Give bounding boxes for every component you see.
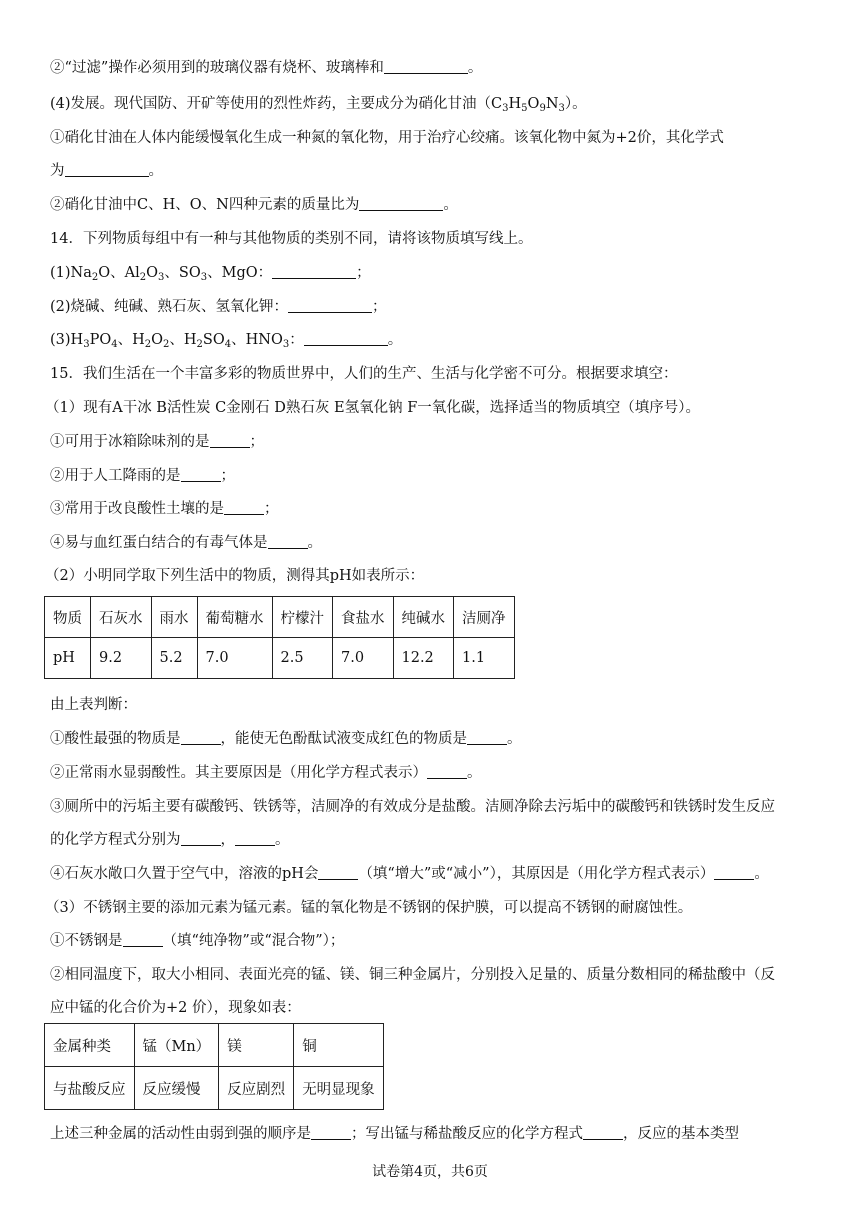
text: 。 (275, 832, 290, 848)
text: 为 (50, 163, 65, 179)
q15-judge-intro (50, 695, 137, 715)
subscript: 3 (200, 272, 208, 283)
subscript: 5 (521, 103, 528, 114)
text: ③常用于改良酸性土壤的是 (50, 501, 224, 517)
text: PO (89, 332, 112, 348)
table-cell: 雨水 (151, 597, 197, 638)
text: 。 (467, 765, 482, 781)
table-cell: 2.5 (272, 638, 333, 679)
text: 由上表判断： (50, 697, 137, 713)
table-cell: 反应剧烈 (219, 1067, 294, 1110)
text: （3）不锈钢主要的添加元素为锰元素。锰的氧化物是不锈钢的保护膜，可以提高不锈钢的耐腐蚀性。 (45, 900, 693, 916)
text: 15．我们生活在一个丰富多彩的物质世界中，人们的生产、生活与化学密不可分。根据要求填空： (50, 366, 678, 382)
subscript: 9 (539, 103, 546, 114)
answer-blank[interactable] (272, 264, 356, 279)
answer-blank[interactable] (304, 331, 388, 346)
text: 。 (467, 60, 483, 76)
answer-blank[interactable] (181, 467, 221, 482)
text: 、HNO (231, 332, 283, 348)
page-footer: 试卷第4页，共6页 (372, 1164, 488, 1180)
text: O、Al (98, 265, 140, 281)
answer-blank[interactable] (288, 298, 372, 313)
q15-part2-item3-cont (50, 830, 290, 850)
table-cell: 镁 (219, 1024, 294, 1067)
answer-blank[interactable] (268, 534, 308, 549)
text: ；写出锰与稀盐酸反应的化学方程式 (351, 1126, 583, 1142)
text: ②“过滤”操作必须用到的玻璃仪器有烧杯、玻璃棒和 (50, 60, 384, 76)
q14-item3 (50, 330, 402, 350)
q15-part2-item2 (50, 763, 482, 783)
table-cell: 5.2 (151, 638, 197, 679)
q15-part1-item2 (50, 466, 235, 486)
text: ①可用于冰箱除味剂的是 (50, 434, 210, 450)
text: ； (356, 265, 371, 281)
text: (4)发展。现代国防、开矿等使用的烈性炸药，主要成分为硝化甘油（C (50, 96, 503, 112)
answer-blank[interactable] (714, 865, 754, 880)
text: ，能使无色酚酞试液变成红色的物质是 (220, 731, 467, 747)
text: H (508, 96, 522, 112)
text: （填“增大”或“减小”），其原因是（用化学方程式表示） (358, 866, 715, 882)
q15-part2-intro (45, 566, 424, 586)
table-cell: 铜 (294, 1024, 384, 1067)
q15-part3-intro (45, 898, 692, 918)
answer-blank[interactable] (181, 831, 221, 846)
answer-blank[interactable] (224, 500, 264, 515)
table-cell: 物质 (45, 597, 91, 638)
text: （1）现有A干冰 B活性炭 C金刚石 D熟石灰 E氢氧化钠 F一氧化碳，选择适当的物质填空（填序号）。 (45, 400, 701, 416)
text: ③厕所中的污垢主要有碳酸钙、铁锈等，洁厕净的有效成分是盐酸。洁厕净除去污垢中的碳酸钙和铁锈时发生反应 (50, 799, 775, 815)
text: ）。 (564, 96, 587, 112)
text: (3)H (50, 332, 84, 348)
text: ②用于人工降雨的是 (50, 468, 181, 484)
text: ②相同温度下，取大小相同、表面光亮的锰、镁、铜三种金属片，分别投入足量的、质量分数相同的稀盐酸中（反 (50, 967, 775, 983)
answer-blank[interactable] (467, 730, 507, 745)
q15-part3-item2-cont (50, 998, 301, 1018)
text: ①不锈钢是 (50, 933, 123, 949)
text: O (146, 265, 159, 281)
subscript: 2 (139, 272, 147, 283)
text: ④石灰水敞口久置于空气中，溶液的pH会 (50, 866, 319, 882)
q15-part1-intro (45, 398, 700, 418)
text: ； (372, 299, 387, 315)
text: (1)Na (50, 265, 92, 281)
text: (2)烧碱、纯碱、熟石灰、氢氧化钾： (50, 299, 289, 315)
q14-item1 (50, 263, 371, 283)
text: 。 (307, 535, 322, 551)
subscript: 3 (282, 339, 290, 350)
answer-blank[interactable] (65, 162, 149, 177)
answer-blank[interactable] (181, 730, 221, 745)
q13-filter-line (50, 58, 482, 78)
q15-part1-item4 (50, 533, 322, 553)
text: O (527, 96, 540, 112)
table-cell: 7.0 (333, 638, 394, 679)
text: 。 (443, 197, 458, 213)
q15-part2-item3 (50, 797, 775, 817)
table-cell: pH (45, 638, 91, 679)
subscript: 2 (144, 339, 152, 350)
text: 。 (387, 332, 403, 348)
text: N (545, 96, 559, 112)
table-cell: 9.2 (91, 638, 152, 679)
text: O (151, 332, 164, 348)
text: 应中锰的化合价为+2 价），现象如表： (50, 1000, 301, 1016)
text: ①硝化甘油在人体内能缓慢氧化生成一种氮的氧化物，用于治疗心绞痛。该氧化物中氮为+2价，其化学式 (50, 130, 724, 146)
answer-blank[interactable] (318, 865, 358, 880)
text: 、H (169, 332, 197, 348)
table-row (45, 597, 515, 638)
subscript: 3 (158, 272, 165, 283)
subscript: 3 (558, 103, 565, 114)
q13-formula-line (50, 161, 163, 181)
text: ， (220, 832, 235, 848)
q14-item2 (50, 297, 387, 317)
q14-title (50, 229, 532, 249)
text: 14．下列物质每组中有一种与其他物质的类别不同，请将该物质填写线上。 (50, 231, 533, 247)
answer-blank[interactable] (384, 59, 468, 74)
text: ②硝化甘油中C、H、O、N四种元素的质量比为 (50, 197, 360, 213)
text: 、MgO： (207, 265, 273, 281)
subscript: 2 (91, 272, 99, 283)
subscript: 2 (196, 339, 203, 350)
q13-mass-ratio-line (50, 195, 458, 215)
subscript: 3 (502, 103, 509, 114)
text: ； (220, 468, 235, 484)
table-cell: 洁厕净 (454, 597, 515, 638)
table-row (45, 1067, 384, 1110)
answer-blank[interactable] (359, 196, 443, 211)
table-cell: 锰（Mn） (134, 1024, 219, 1067)
subscript: 3 (83, 339, 90, 350)
q15-part3-item1 (50, 931, 344, 951)
table-cell: 食盐水 (333, 597, 394, 638)
table-cell: 与盐酸反应 (45, 1067, 135, 1110)
q15-part3-item2 (50, 965, 775, 985)
metal-reaction-table (44, 1023, 384, 1110)
table-cell: 纯碱水 (393, 597, 454, 638)
answer-blank[interactable] (427, 764, 467, 779)
text: ： (289, 332, 304, 348)
text: 。 (148, 163, 163, 179)
text: （填“纯净物”或“混合物”）； (162, 933, 345, 949)
table-cell: 柠檬汁 (272, 597, 333, 638)
q15-part2-item1 (50, 729, 522, 749)
subscript: 4 (224, 339, 232, 350)
q15-part3-item3 (50, 1124, 739, 1144)
q15-title (50, 364, 677, 384)
answer-blank[interactable] (235, 831, 275, 846)
table-cell: 反应缓慢 (134, 1067, 219, 1110)
q15-part1-item1 (50, 432, 264, 452)
text: 上述三种金属的活动性由弱到强的顺序是 (50, 1126, 311, 1142)
ph-table (44, 596, 515, 679)
table-row (45, 638, 515, 679)
q13-part4-line (50, 94, 587, 114)
q15-part2-item4 (50, 864, 769, 884)
answer-blank[interactable] (123, 932, 163, 947)
text: 、H (117, 332, 145, 348)
table-cell: 葡萄糖水 (197, 597, 272, 638)
text: ①酸性最强的物质是 (50, 731, 181, 747)
answer-blank[interactable] (311, 1125, 351, 1140)
table-cell: 12.2 (393, 638, 454, 679)
text: 。 (507, 731, 522, 747)
text: （2）小明同学取下列生活中的物质，测得其pH如表所示： (45, 568, 425, 584)
table-cell: 石灰水 (91, 597, 152, 638)
text: 的化学方程式分别为 (50, 832, 181, 848)
text: 。 (754, 866, 769, 882)
answer-blank[interactable] (210, 433, 250, 448)
text: ④易与血红蛋白结合的有毒气体是 (50, 535, 268, 551)
subscript: 2 (163, 339, 170, 350)
text: 、SO (164, 265, 201, 281)
q13-nitroglycerin-line (50, 128, 724, 148)
text: ，反应的基本类型 (623, 1126, 739, 1142)
table-cell: 7.0 (197, 638, 272, 679)
table-cell: 金属种类 (45, 1024, 135, 1067)
q15-part1-item3 (50, 499, 279, 519)
table-row (45, 1024, 384, 1067)
text: ②正常雨水显弱酸性。其主要原因是（用化学方程式表示） (50, 765, 427, 781)
table-cell: 1.1 (454, 638, 515, 679)
text: ； (249, 434, 264, 450)
text: SO (202, 332, 225, 348)
answer-blank[interactable] (583, 1125, 623, 1140)
table-cell: 无明显现象 (294, 1067, 384, 1110)
subscript: 4 (111, 339, 118, 350)
text: ； (264, 501, 279, 517)
